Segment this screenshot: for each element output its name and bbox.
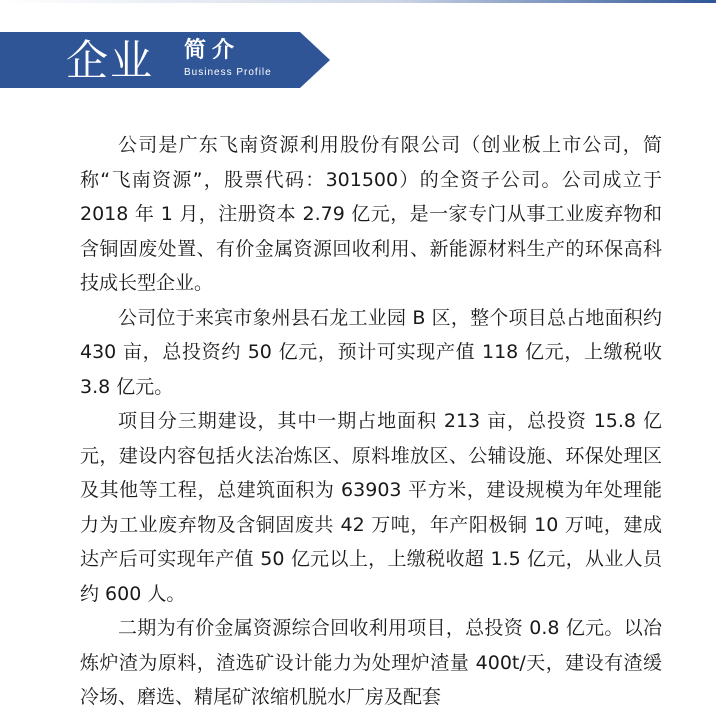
paragraph-1: 公司是广东飞南资源利用股份有限公司（创业板上市公司，简称“飞南资源”，股票代码：301500）的全资子公司。公司成立于 2018 年 1 月，注册资本 2.79 亿元，是一家专门从事工业废弃物和含铜固废处置、有价金属资源回收利用、新能源材料生产的环保高科技成长型企业。 <box>80 134 662 294</box>
profile-body <box>80 128 662 715</box>
section-banner <box>0 32 332 88</box>
paragraph-3: 项目分三期建设，其中一期占地面积 213 亩，总投资 15.8 亿元，建设内容包括火法冶炼区、原料堆放区、公辅设施、环保处理区及其他等工程，总建筑面积为 63903 平方米，建设规模为年处理能力为工业废弃物及含铜固废共 42 万吨，年产阳极铜 10 万吨，建成达产后可实现年产值 50 亿元以上，上缴税收超 1.5 亿元，从业人员约 600 人。 <box>80 410 662 605</box>
banner-title-en: Business Profile <box>184 67 272 78</box>
banner-title-small: 简介 <box>184 38 241 63</box>
paragraph-4: 二期为有价金属资源综合回收利用项目，总投资 0.8 亿元。以冶炼炉渣为原料，渣选矿设计能力为处理炉渣量 400t/天，建设有渣缓冷场、磨选、精尾矿浓缩机脱水厂房及配套 <box>80 617 662 708</box>
banner-arrow-shape <box>0 32 332 88</box>
top-rule <box>0 0 716 3</box>
paragraph-2: 公司位于来宾市象州县石龙工业园 B 区，整个项目总占地面积约 430 亩，总投资约 50 亿元，预计可实现产值 118 亿元，上缴税收 3.8 亿元。 <box>80 306 662 398</box>
banner-title-big: 企业 <box>66 36 155 85</box>
